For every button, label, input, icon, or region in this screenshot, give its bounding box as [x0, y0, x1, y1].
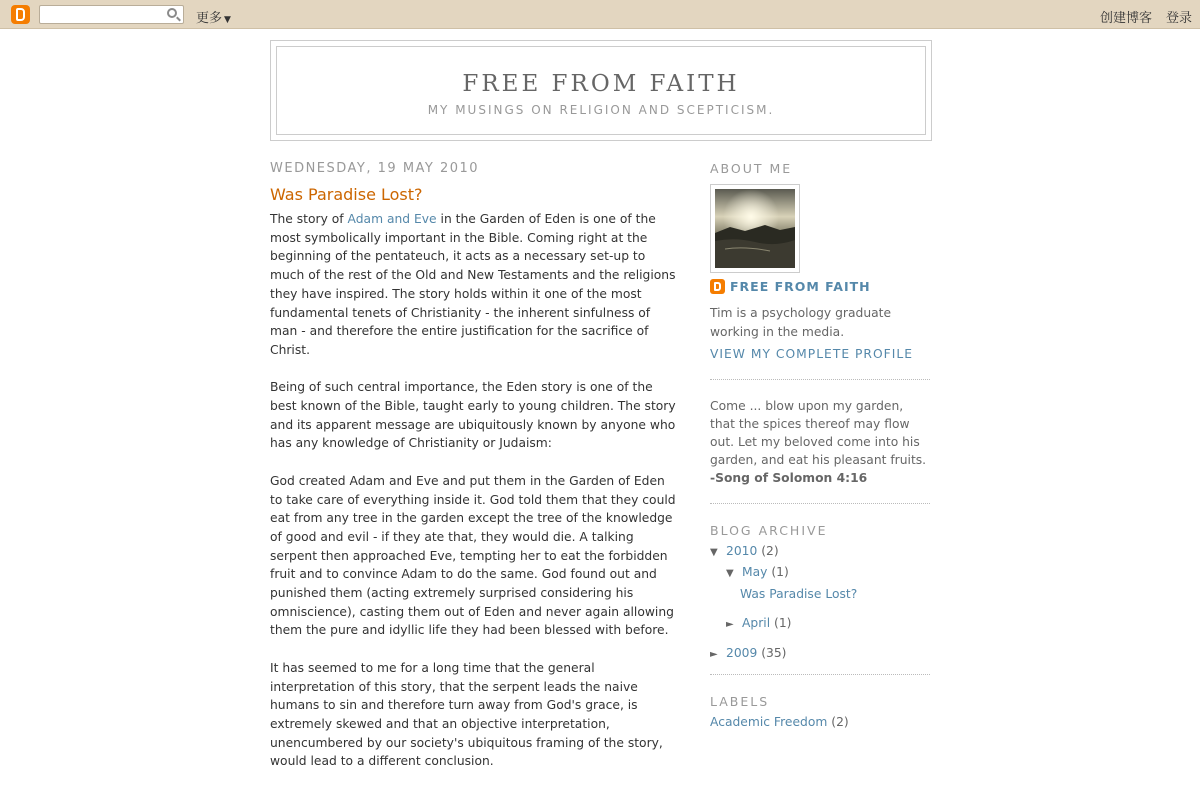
search-icon[interactable] — [167, 8, 177, 18]
archive-count: (2) — [761, 544, 779, 558]
archive-toggle-icon[interactable]: ► — [710, 649, 718, 660]
quote-block — [710, 397, 930, 487]
blog-title[interactable]: FREE FROM FAITH — [462, 71, 740, 97]
blog-archive-list — [710, 540, 930, 660]
post-text: in the Garden of Eden is one of the most symbolically important in the Bible. Coming right at the beginning of the pentateuch, it acts as a necessary set-up to much of the rest of the Old and New Testaments and the religions they have inspired. The story holds within it one of the most fundamental tenets of Christianity - the inherent sinfulness of man - and therefore the entire justification for the sacrifice of Christ. — [270, 212, 676, 357]
archive-count: (1) — [774, 616, 792, 630]
archive-toggle-icon[interactable]: ▼ — [726, 568, 734, 579]
post-paragraph — [270, 210, 680, 360]
archive-month-april — [726, 616, 791, 630]
blog-description: MY MUSINGS ON RELIGION AND SCEPTICISM. — [427, 103, 775, 117]
post-paragraph: It has seemed to me for a long time that the general interpretation of this story, that the serpent leads the naive humans to sin and therefore turn away from God's grace, is extremely skewed and that an objective interpretation, unencumbered by our society's ubiquitous framing of the story, would lead to a different conclusion. — [270, 660, 663, 769]
post-paragraph: God created Adam and Eve and put them in the Garden of Eden to take care of everything inside it. God told them that they could eat from any tree in the garden except the tree of the knowledge of good and evil - if they ate that, they would die. A talking serpent then approached Eve, tempting her to eat the forbidden fruit and to convince Adam to do the same. God found out and punished them (acting extremely surprised considering his omniscience), casting them out of Eden and never again allowing them the pure and idyllic life they had been blessed with before. — [270, 473, 676, 638]
more-menu-label: 更多 — [196, 11, 223, 26]
labels-heading: LABELS — [710, 694, 770, 709]
label-link[interactable]: Academic Freedom — [710, 715, 828, 729]
sidebar-divider — [710, 503, 930, 504]
blog-archive-heading: BLOG ARCHIVE — [710, 523, 828, 538]
profile-photo[interactable] — [710, 184, 800, 273]
blog-header — [270, 40, 932, 141]
archive-count: (1) — [771, 565, 789, 579]
more-menu[interactable] — [196, 7, 231, 26]
label-item — [710, 715, 930, 729]
sidebar-divider — [710, 379, 930, 380]
archive-month-may — [726, 565, 789, 579]
post-title[interactable]: Was Paradise Lost? — [270, 185, 423, 204]
view-profile-link[interactable]: VIEW MY COMPLETE PROFILE — [710, 347, 913, 361]
archive-year-link[interactable]: 2009 — [726, 646, 758, 660]
chevron-down-icon: ▼ — [224, 15, 231, 25]
sidebar — [710, 160, 930, 729]
profile-name-link[interactable] — [710, 279, 930, 294]
archive-post-link[interactable]: Was Paradise Lost? — [740, 587, 858, 601]
archive-year-2009 — [710, 646, 786, 660]
login-link[interactable]: 登录 — [1166, 11, 1193, 26]
quote-text: Come ... blow upon my garden, that the spices thereof may flow out. Let my beloved come into his garden, and eat his pleasant fruits. — [710, 399, 927, 467]
blogger-profile-icon — [710, 279, 725, 294]
sidebar-divider — [710, 674, 930, 675]
profile-photo-image — [715, 189, 795, 268]
main-column — [270, 160, 680, 790]
blog-header-inner — [276, 46, 926, 135]
archive-toggle-icon[interactable]: ▼ — [710, 547, 718, 558]
about-me-heading: ABOUT ME — [710, 161, 793, 176]
search-input[interactable] — [39, 5, 184, 24]
create-blog-link[interactable]: 创建博客 — [1100, 11, 1153, 26]
post-body — [270, 210, 680, 771]
post-paragraph: Being of such central importance, the Eden story is one of the best known of the Bible, taught early to young children. The story and its apparent message are ubiquitously known by anyone who has any knowledge of Christianity or Judaism: — [270, 380, 676, 451]
about-me-text: Tim is a psychology graduate working in the media. — [710, 306, 892, 339]
quote-source: Song of Solomon 4:16 — [715, 471, 868, 485]
profile-name: FREE FROM FAITH — [730, 279, 871, 294]
archive-year-link[interactable]: 2010 — [726, 544, 758, 558]
archive-count: (35) — [761, 646, 787, 660]
archive-year-2010 — [710, 544, 779, 558]
label-count: (2) — [831, 715, 849, 729]
archive-month-link[interactable]: May — [742, 565, 768, 579]
blogger-navbar — [0, 0, 1200, 29]
quote-source-dash: - — [710, 471, 716, 485]
archive-month-link[interactable]: April — [742, 616, 771, 630]
blogger-logo-icon[interactable] — [11, 5, 30, 24]
post-date: WEDNESDAY, 19 MAY 2010 — [270, 161, 480, 176]
archive-toggle-icon[interactable]: ► — [726, 619, 734, 630]
post-text: The story of — [270, 212, 348, 226]
adam-and-eve-link[interactable]: Adam and Eve — [347, 212, 437, 226]
